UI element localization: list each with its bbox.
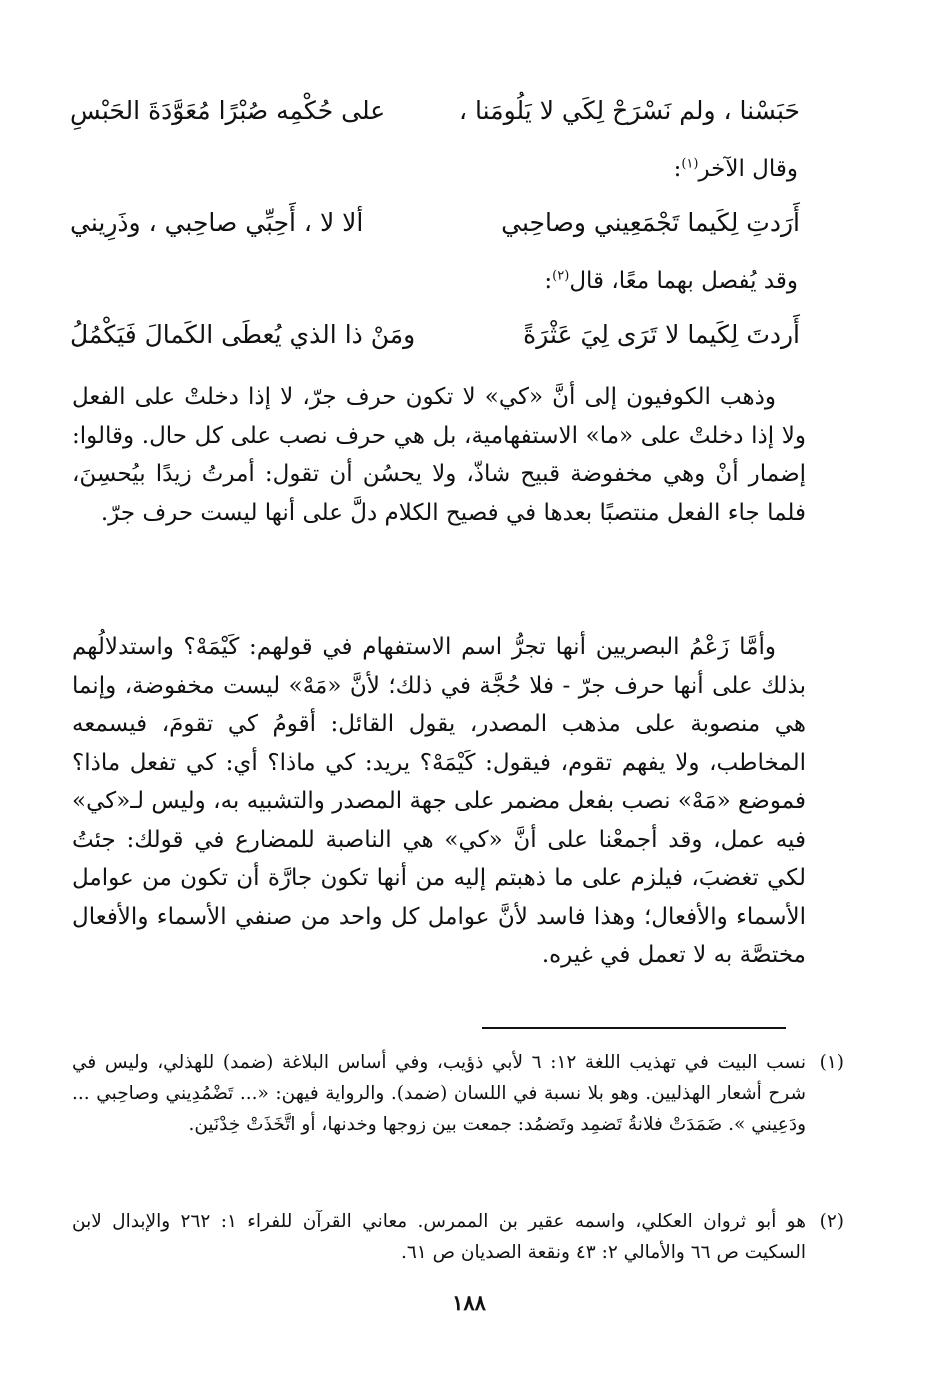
verse-hemistich-first: أَرَدتِ لِكَيما تَجْمَعِيني وصاحِبي — [501, 208, 800, 237]
verse-hemistich-first: أَردتَ لِكَيما لا تَرَى لِيَ عَثْرَةً — [523, 320, 800, 349]
verse-introduction-1 — [674, 156, 798, 182]
verse-hemistich-second: ومَنْ ذا الذي يُعطَى الكَمالَ فَيَكْمُلُ — [70, 320, 416, 349]
verse-hemistich-first: حَبَسْنا ، ولم نَسْرَحْ لِكَي لا يَلُومَنا ، — [459, 96, 800, 125]
verse-line-1 — [70, 96, 800, 136]
intro-colon: : — [673, 156, 682, 182]
paragraph-text: وذهب الكوفيون إلى أنَّ «كي» لا تكون حرف جرّ، لا إذا دخلتْ على الفعل ولا إذا دخلتْ على «ما» الاستفهامية، بل هي حرف نصب على كل حال. وقالوا: إضمار أنْ وهي مخفوضة قبيح شاذّ، ولا يحسُن أن تقول: أمرتُ زيدًا بيُحسِنَ، فلما جاء الفعل منتصبًا بعدها في فصيح الكلام دلَّ على أنها ليست حرف جرّ. — [72, 384, 806, 526]
footnote-number: (٢) — [819, 1211, 844, 1232]
footnote-reference: (٢) — [552, 268, 570, 284]
footnote-text: هو أبو ثروان العكلي، واسمه عقير بن الممرس. معاني القرآن للفراء ١: ٢٦٢ والإبدال لابن السكيت ص ٦٦ والأمالي ٢: ٤٣ ونقعة الصديان ص ٦١. — [72, 1211, 806, 1263]
verse-line-2 — [70, 208, 800, 248]
body-paragraph-2 — [72, 628, 806, 975]
intro-text: وقال الآخر — [698, 156, 798, 182]
paragraph-text: وأمَّا زَعْمُ البصريين أنها تجرُّ اسم الاستفهام في قولهم: كَيْمَهْ؟ واستدلالُهم بذلك على أنها حرف جرّ - فلا حُجَّة في ذلك؛ لأنَّ «مَهْ» ليست مخفوضة، وإنما هي منصوبة على مذهب المصدر، يقول القائل: أقومُ كي تقومَ، فيسمعه المخاطب، ولا يفهم تقوم، فيقول: كَيْمَهْ؟ يريد: كي ماذا؟ أي: كي تفعل ماذا؟ فموضع «مَهْ» نصب بفعل مضمر على جهة المصدر والتشبيه به، وليس لـ«كي» فيه عمل، وقد أجمعْنا على أنَّ «كي» هي الناصبة للمضارع في قولك: جئتُ لكي تغضبَ، فيلزم على ما ذهبتم إليه من أنها تكون جارَّة أن تكون من عوامل الأسماء والأفعال؛ وهذا فاسد لأنَّ عوامل كل واحد من صنفي الأسماء والأفعال مختصَّة به لا تعمل في غيره. — [72, 634, 806, 968]
footnote-number: (١) — [819, 1052, 844, 1073]
body-paragraph-1 — [72, 378, 806, 532]
footnote-reference: (١) — [681, 156, 699, 172]
verse-hemistich-second: ألا لا ، أَحِبِّي صاحِبي ، وذَرِيني — [70, 208, 364, 237]
footnote-2 — [72, 1206, 844, 1268]
intro-text: وقد يُفصل بهما معًا، قال — [569, 268, 798, 294]
footnote-1 — [72, 1047, 844, 1140]
verse-hemistich-second: على حُكْمِه صُبْرًا مُعَوَّدَةَ الحَبْسِ — [70, 96, 386, 125]
verse-introduction-2 — [544, 268, 798, 294]
footnote-text: نسب البيت في تهذيب اللغة ١٢: ٦ لأبي ذؤيب، وفي أساس البلاغة (ضمد) للهذلي، وليس في شرح أشعار الهذليين. وهو بلا نسبة في اللسان (ضمد). والرواية فيهن: «... تَضْمُدِيني وصاحِبي ... ودَعِيني ». ضَمَدَتْ فلانةُ تَضمِد وتَضمُد: جمعت بين زوجها وخدنها، أو اتَّخَذَتْ خِدْنَين. — [72, 1052, 806, 1135]
intro-colon: : — [544, 268, 553, 294]
page-number: ١٨٨ — [452, 1290, 486, 1315]
footnote-separator — [482, 1027, 786, 1029]
verse-line-3 — [70, 320, 800, 360]
